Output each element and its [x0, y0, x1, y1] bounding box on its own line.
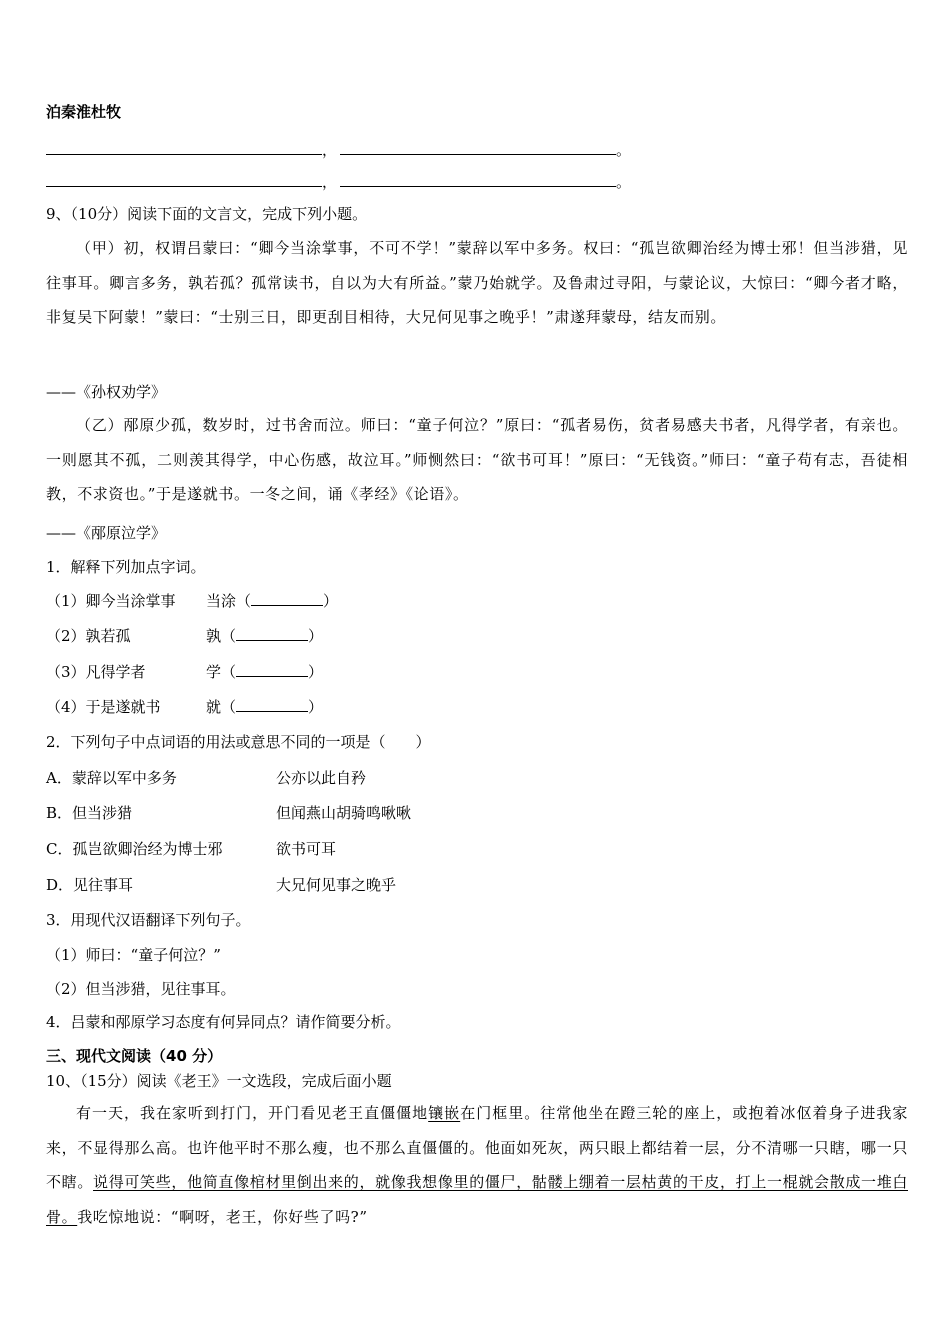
- q9-source-b: ——《邴原泣学》: [46, 524, 167, 542]
- answer-blank[interactable]: [46, 140, 322, 155]
- answer-blank[interactable]: [46, 172, 322, 187]
- option-left: B．但当涉猎: [46, 804, 133, 822]
- sub1-word: 孰（: [206, 627, 237, 645]
- q9-sub3-title: 3．用现代汉语翻译下列句子。: [46, 911, 251, 929]
- q9-sub1-item: [46, 591, 338, 611]
- q9-sub2-title: 2．下列句子中点词语的用法或意思不同的一项是（ ）: [46, 733, 431, 751]
- option-left: C．孤岂欲卿治经为博士邪: [46, 840, 223, 858]
- answer-blank[interactable]: [340, 172, 616, 187]
- sub1-close: ）: [308, 698, 324, 716]
- q9-sub4-title: 4．吕蒙和邴原学习态度有何异同点？请作简要分析。: [46, 1013, 401, 1031]
- q9-sub1-item: [46, 662, 323, 682]
- q9-header: 9、（10分）阅读下面的文言文，完成下列小题。: [46, 205, 368, 223]
- sub1-word: 学（: [206, 663, 237, 681]
- answer-blank[interactable]: [340, 140, 616, 155]
- q9-sub2-option-a[interactable]: [46, 768, 366, 788]
- q10-header: 10、（15分）阅读《老王》一文选段，完成后面小题: [46, 1072, 392, 1090]
- answer-blank[interactable]: [251, 591, 323, 606]
- passage-text: 有一天，我在家听到打门，开门看见老王直僵僵地: [76, 1104, 429, 1122]
- option-right: 但闻燕山胡骑鸣啾啾: [276, 804, 412, 822]
- answer-blank[interactable]: [236, 697, 308, 712]
- q9-sub2-option-d[interactable]: [46, 875, 396, 895]
- q10-passage: [46, 1096, 908, 1234]
- option-left: A．蒙辞以军中多务: [46, 769, 177, 787]
- poem-title: 泊秦淮杜牧: [46, 103, 122, 121]
- comma-mark: ，: [322, 141, 338, 159]
- period-mark: 。: [616, 173, 632, 191]
- q9-sub2-option-c[interactable]: [46, 839, 336, 859]
- underlined-sentence: 说得可笑些，他简直像棺材里倒出来的，就像我想像里的僵尸，骷髅上绷着一层枯黄的干皮，打上一棍就会散成一堆白骨。: [46, 1173, 908, 1226]
- sub1-word: 就（: [206, 698, 237, 716]
- answer-blank[interactable]: [236, 662, 308, 677]
- section3-title: 三、现代文阅读（40 分）: [46, 1047, 223, 1065]
- option-left: D．见往事耳: [46, 876, 134, 894]
- option-right: 公亦以此自矜: [276, 769, 367, 787]
- q9-sub1-title: 1．解释下列加点字词。: [46, 558, 206, 576]
- sub1-phrase: （1）卿今当涂掌事: [46, 592, 176, 610]
- q9-sub3-item: （1）师曰：“童子何泣？”: [46, 946, 221, 964]
- sub1-phrase: （3）凡得学者: [46, 663, 146, 681]
- q9-sub2-option-b[interactable]: [46, 803, 411, 823]
- q9-sub1-item: [46, 626, 323, 646]
- period-mark: 。: [616, 141, 632, 159]
- sub1-phrase: （2）孰若孤: [46, 627, 131, 645]
- passage-text: 我吃惊地说：“啊呀，老王，你好些了吗?”: [77, 1207, 368, 1226]
- fill-line-2: [46, 172, 634, 192]
- sub1-phrase: （4）于是遂就书: [46, 698, 161, 716]
- fill-line-1: [46, 140, 634, 160]
- q9-sub3-item: （2）但当涉猎，见往事耳。: [46, 980, 236, 998]
- sub1-close: ）: [308, 663, 324, 681]
- q9-passage-b: （乙）邴原少孤，数岁时，过书舍而泣。师曰：“童子何泣？”原曰：“孤者易伤，贫者易感夫书者，凡得学者，有亲也。一则愿其不孤，二则羡其得学，中心伤感，故泣耳。”师恻然曰：“欲书可耳！”原曰：“无钱资。”师曰：“童子苟有志，吾徒相教，不求资也。”于是遂就书。一冬之间，诵《孝经》《论语》。: [46, 416, 908, 503]
- sub1-close: ）: [323, 592, 339, 610]
- option-right: 大兄何见事之晚乎: [276, 876, 397, 894]
- passage-text: 在门框里。往常他坐在蹬三轮的座上，或抱着冰伛着身子进我家来，不显得那么高。也许他平时不那么瘦，也不那么直僵僵的。他面如死灰，两只眼上都结着一层，分不清哪一只瞎，哪一只不瞎。: [46, 1104, 908, 1191]
- sub1-close: ）: [308, 627, 324, 645]
- comma-mark: ，: [322, 173, 338, 191]
- q9-source-a: ——《孙权劝学》: [46, 383, 167, 401]
- answer-blank[interactable]: [236, 626, 308, 641]
- option-right: 欲书可耳: [276, 840, 337, 858]
- sub1-word: 当涂（: [206, 592, 252, 610]
- underlined-word: 镶嵌: [428, 1104, 461, 1122]
- q9-sub1-item: [46, 697, 323, 717]
- q9-passage-a: （甲）初，权谓吕蒙曰：“卿今当涂掌事，不可不学！”蒙辞以军中多务。权曰：“孤岂欲卿治经为博士邪！但当涉猎，见往事耳。卿言多务，孰若孤？孤常读书，自以为大有所益。”蒙乃始就学。及鲁肃过寻阳，与蒙论议，大惊曰：“卿今者才略，非复吴下阿蒙！”蒙曰：“士别三日，即更刮目相待，大兄何见事之晚乎！”肃遂拜蒙母，结友而别。: [46, 239, 908, 326]
